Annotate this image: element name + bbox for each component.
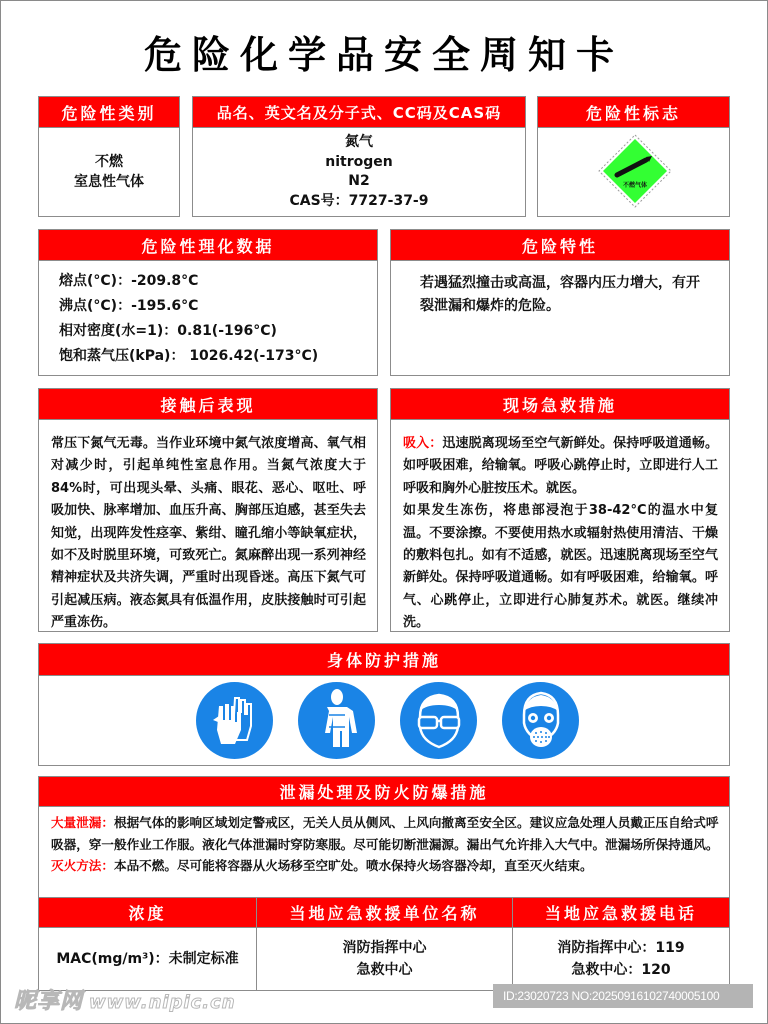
melting-point: 熔点(°C)：-209.8°C bbox=[59, 273, 199, 289]
fire-fighting-label: 灭火方法： bbox=[51, 858, 114, 873]
page-title: 危险化学品安全周知卡 bbox=[143, 33, 624, 77]
identity-header: 品名、英文名及分子式、CC码及CAS码 bbox=[193, 97, 525, 128]
ppe-icons bbox=[39, 676, 729, 764]
leak-box bbox=[38, 776, 730, 898]
hazard-sign-label: 不燃气体 bbox=[622, 182, 647, 189]
inhalation-text: 迅速脱离现场至空气新鲜处。保持呼吸道通畅。如呼吸困难，给输氧。呼吸心跳停止时，立即进行人工呼吸和胸外心脏按压术。就医。 bbox=[403, 436, 718, 496]
chemical-name-cn: 氮气 bbox=[345, 134, 373, 150]
exposure-text: 常压下氮气无毒。当作业环境中氮气浓度增高、氧气相对减少时，引起单纯性室息作用。当氮气浓度大于84%时，可出现头晕、头痛、眼花、恶心、呕吐、呼吸加快、脉率增加、血压升高、胸部压迫感，甚至失去知觉，出现阵发性痉挛、紫绀、瞳孔缩小等缺氧症状，如不及时脱里环境，可致死亡。氮麻醉出现一系列神经精神症状及共济失调，严重时出现昏迷。高压下氮气可引起减压病。液态氮具有低温作用，皮肤接触时可引起严重冻伤。 bbox=[51, 436, 366, 631]
hazard-category-header: 危险性类别 bbox=[39, 97, 179, 128]
first-aid-header: 现场急救措施 bbox=[391, 389, 729, 420]
phone-medical: 急救中心：120 bbox=[571, 962, 671, 978]
rescue-unit-medical: 急救中心 bbox=[356, 962, 413, 978]
gloves-icon bbox=[196, 682, 273, 759]
vapor-pressure: 饱和蒸气压(kPa)： 1026.42(-173°C) bbox=[59, 348, 319, 364]
boiling-point: 沸点(°C)：-195.6°C bbox=[59, 298, 199, 314]
watermark-id: ID:23020723 NO:20250916102740005100 bbox=[493, 984, 753, 1008]
goggles-icon bbox=[400, 682, 477, 759]
hazard-category-box bbox=[38, 96, 180, 217]
exposure-header: 接触后表现 bbox=[39, 389, 377, 420]
physchem-list bbox=[39, 261, 377, 369]
concentration-header: 浓度 bbox=[39, 898, 257, 928]
protective-suit-icon bbox=[298, 682, 375, 759]
emergency-table bbox=[38, 897, 730, 991]
relative-density: 相对密度(水=1)：0.81(-196°C) bbox=[59, 323, 277, 339]
hazard-sign-header: 危险性标志 bbox=[538, 97, 729, 128]
mac-value: MAC(mg/m³)：未制定标准 bbox=[56, 951, 239, 967]
chemical-formula: N2 bbox=[348, 173, 370, 189]
fire-paragraph bbox=[51, 856, 719, 876]
danger-header: 危险特性 bbox=[391, 230, 729, 261]
rescue-unit-header: 当地应急救援单位名称 bbox=[257, 898, 513, 928]
gas-mask-icon bbox=[502, 682, 579, 759]
rescue-unit-cell bbox=[257, 928, 513, 990]
leak-body bbox=[39, 807, 729, 876]
inhalation-label: 吸入： bbox=[403, 436, 443, 451]
first-aid-body bbox=[391, 420, 729, 635]
fire-fighting-text: 本品不燃。尽可能将容器从火场移至空旷处。喷水保持火场容器冷却，直至灭火结束。 bbox=[113, 858, 593, 873]
watermark-brand: 昵享网 bbox=[14, 989, 84, 1014]
watermark-url: www.nipic.cn bbox=[89, 992, 236, 1013]
rescue-phone-header: 当地应急救援电话 bbox=[513, 898, 729, 928]
rescue-phone-cell bbox=[513, 928, 729, 990]
hazard-category-line: 不燃 bbox=[95, 154, 123, 170]
concentration-cell bbox=[39, 928, 257, 990]
frostbite-text: 如果发生冻伤，将患部浸泡于38-42°C的温水中复温。不要涂擦。不要使用热水或辐射热使用清洁、干燥的敷料包扎。如有不适感，就医。迅速脱离现场至空气新鲜处。保持呼吸道通畅。如有呼吸困难，给输氧。呼气、心跳停止，立即进行心肺复苏术。就医。继续冲洗。 bbox=[403, 503, 718, 631]
hazard-sign-box bbox=[537, 96, 730, 217]
hazard-sign-body bbox=[538, 128, 729, 216]
danger-text: 若遇猛烈撞击或高温，容器内压力增大，有开裂泄漏和爆炸的危险。 bbox=[420, 275, 700, 314]
identity-box bbox=[192, 96, 526, 217]
physchem-box bbox=[38, 229, 378, 376]
chemical-name-en: nitrogen bbox=[325, 153, 393, 170]
ppe-header: 身体防护措施 bbox=[39, 644, 729, 676]
first-aid-box bbox=[390, 388, 730, 632]
hazard-category-body bbox=[39, 128, 179, 216]
non-flammable-gas-diamond-icon bbox=[598, 134, 672, 208]
rescue-unit-fire: 消防指挥中心 bbox=[342, 940, 427, 956]
ppe-box bbox=[38, 643, 730, 766]
watermark-logo bbox=[14, 984, 236, 1015]
identity-body bbox=[193, 128, 525, 216]
physchem-header: 危险性理化数据 bbox=[39, 230, 377, 261]
danger-box bbox=[390, 229, 730, 376]
phone-fire: 消防指挥中心：119 bbox=[557, 940, 685, 956]
leak-header: 泄漏处理及防火防爆措施 bbox=[39, 777, 729, 807]
massive-leak-text: 根据气体的影响区域划定警戒区，无关人员从侧风、上风向撤离至安全区。建议应急处理人员戴正压自给式呼吸器，穿一般作业工作服。液化气体泄漏时穿防寒服。尽可能切断泄漏源。漏出气允许排入大气中。泄漏场所保持通风。 bbox=[51, 815, 719, 852]
massive-leak-label: 大量泄漏： bbox=[51, 815, 114, 830]
cas-number: CAS号：7727-37-9 bbox=[289, 192, 429, 209]
hazard-category-line: 室息性气体 bbox=[74, 174, 144, 190]
exposure-box bbox=[38, 388, 378, 632]
leak-paragraph bbox=[51, 812, 719, 856]
